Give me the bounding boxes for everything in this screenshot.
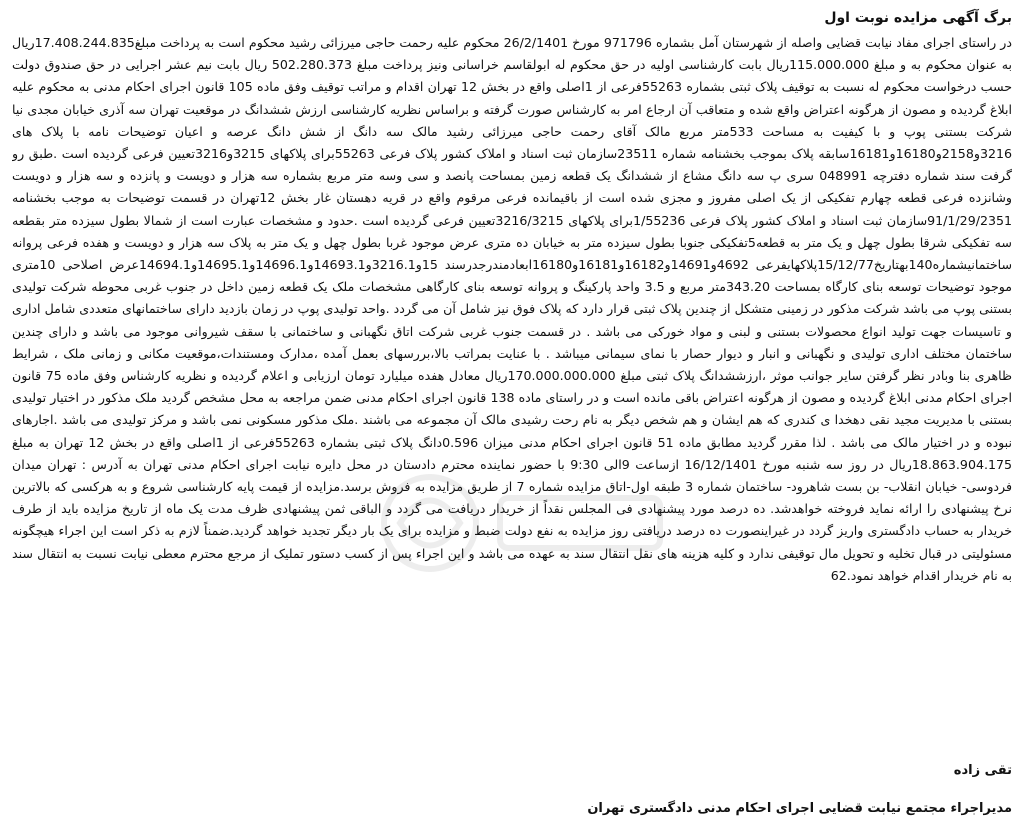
- notice-body: در راستای اجرای مفاد نیابت قضایی واصله از شهرستان آمل بشماره 971796 مورخ 26/2/1401 محکوم علیه رحمت حاجی میرزائی رشید محکوم است به پرداخت مبلغ17.408.244.835ریال به عنوان محکوم به و مبلغ 115.000.000ریال بابت کارشناسی اولیه در حق محکوم له ابولقاسم خراسانی ونیز پرداخت مبلغ 502.280.373 ریال بابت نیم عشر اجرایی در حق صندوق دولت حسب درخواست محکوم له نسبت به توقیف پلاک ثبتی بشماره 55263فرعی از 1اصلی واقع در بخش 12 تهران اقدام و مراتب توقیف وفق ماده 105 قانون اجرای احکام مدنی به محکوم علیه ابلاغ گردیده و مصون از هرگونه اعتراض واقع شده و متعاقب آن ارجاع امر به کارشناس صورت گرفته و براساس نظریه کارشناسی ارزش ششدانگ در موقعیت تهران سه آذری خیابان مجدی نیا شرکت بستنی پوپ و با کیفیت به مساحت 533متر مربع مالک آقای رحمت حاجی میرزائی رشید مالک سه دانگ از شش دانگ عرصه و اعیان توضیحات نامه با پلاک های 3216و2158و16180و16181سابقه پلاک بموجب بخشنامه شماره 23511سازمان ثبت اسناد و املاک کشور پلاک فرعی 55263برای پلاکهای 3215و3216تعیین فرعی گردیده است .طبق رو گرفت سند شماره دفترچه 048991 سری پ سه دانگ مشاع از ششدانگ یک قطعه زمین بمساحت پانصد و سی وسه متر مربع بشماره سه هزار و دویست و پانزده و سه هزار و دویست وشانزده فرعی قطعه چهارم تفکیکی از یک اصلی مفروز و مجزی شده است از باقیمانده فرعی مرقوم واقع در قریه دهستان غار بخش 12تهران در قسمت توضیحات به موجب بخشنامه 91/1/29/2351سازمان ثبت اسناد و املاک کشور پلاک فرعی 1/55236برای پلاکهای 3216/3215تعیین فرعی گردیده است .حدود و مشخصات عبارت است از شمالا بطول سیزده متر بقطعه سه تفکیکی شرقا بطول چهل و یک متر به قطعه5تفکیکی جنوبا بطول سیزده متر به خیابان ده متری عرض موجود غربا بطول چهل و یک متر به پلاک سه هزار و دویست و هفده فرعی پروانه ساختمانیشماره140بهتاریخ15/12/77پلاکهایفرعی 4692و14691و16182و16181و16180ابعادمندرجدرسند 15و3216.1و14693.1و14696.1و14695.1و14694.1عرض اصلاحی 10متری موجود توضیحات توسعه بنای کارگاه بمساحت 343.20متر مربع و 3.5 واحد پارکینگ و پروانه توسعه بنای کارگاهی مشخصات ملک یک قطعه زمین داخل در جنوب غربی محوطه شرکت تولیدی بستنی پوپ می باشد شرکت مذکور در زمینی متشکل از چندین پلاک ثبتی قرار دارد که پلاک فوق نیز شامل آن می گردد .واحد تولیدی پوپ در زمان بازدید دارای ساختمانهای متعددی شامل اداری و تاسیسات جهت تولید انواع محصولات بستنی و لبنی و مواد خورکی می باشد . در قسمت جنوب غربی شرکت اتاق نگهبانی و ساختمانی با سقف شیروانی موجود می باشد و دارای چندین ساختمان مختلف اداری تولیدی و نگهبانی و انبار و دیوار حصار با نمای سیمانی میباشد . با عنایت بمراتب بالا،بررسهای بعمل آمده ،مدارک ومستندات،موقعیت مکانی و زمانی ملک ، شرایط ظاهری بنا وبادر نظر گرفتن سایر جوانب موثر ،ارزششدانگ پلاک ثبتی مبلغ 170.000.000.000ریال معادل هفده میلیارد تومان ارزیابی و اعلام گردیده و نظریه کارشناس وفق ماده 75 قانون اجرای احکام مدنی ابلاغ گردیده و مصون از هرگونه اعتراض باقی مانده است و در راستای ماده 138 قانون اجرای احکام مدنی ضمن مراجعه به محل مشخص گردید ملک مذکور در اختیار تولیدی بستنی با مدیریت مجید نقی دهخدا ی کندری که هم ایشان و هم شخص دیگر به نام رحت رشیدی مالک آن مجموعه می باشند .ملک مذکور مسکونی نمی باشد و مرکز تولیدی می باشد .اجارهای نبوده و در اختیار مالک می باشد . لذا مقرر گردید مطابق ماده 51 قانون اجرای احکام مدنی میزان 0.596دانگ پلاک ثبتی بشماره 55263فرعی از 1اصلی واقع در بخش 12 تهران به مبلغ 18.863.904.175ریال در روز سه شنبه مورخ 16/12/1401 ازساعت 9الی 9:30 با حضور نماینده محترم دادستان در محل دایره نیابت اجرای احکام مدنی تهران به آدرس : تهران میدان فردوسی- خیابان انقلاب- بن بست شاهرود- ساختمان شماره 3 طبقه اول-اتاق مزایده شماره 7 از طریق مزایده به فروش برسد.مزایده از قیمت پایه کارشناسی شروع و به هرکسی که بالاترین نرخ پیشنهادی را ارائه نماید فروخته خواهدشد. ده درصد مورد پیشنهادی فی المجلس نقداً از خریدار دریافت می گردد و الباقی ثمن پیشنهادی ظرف مدت یک ماه از تاریخ مزایده باید از طرف خریدار به حساب دادگستری واریز گردد در غیراینصورت ده درصد دریافتی روز مزایده به نفع دولت ضبط و مزایده برای یک بار دیگر تجدید خواهد گردید.ضمناً لازم به ذکر است این اجراء هیچگونه مسئولیتی در قبال تخلیه و تحویل مال توقیفی ندارد و کلیه هزینه های نقل انتقال سند به عهده می باشد و این اجراء پس از کسب دستور تملیک از مرجع محترم معطی نیابت نسبت به انتقال سند به نام خریدار اقدام خواهد نمود.62: [12, 35, 1012, 583]
- signer-name: تقی زاده: [953, 763, 1012, 778]
- signer-title: مدیراجراء مجتمع نیابت قضایی اجرای احکام مدنی دادگستری تهران: [587, 801, 1012, 816]
- notice-title: برگ آگهی مزایده نوبت اول: [824, 10, 1012, 26]
